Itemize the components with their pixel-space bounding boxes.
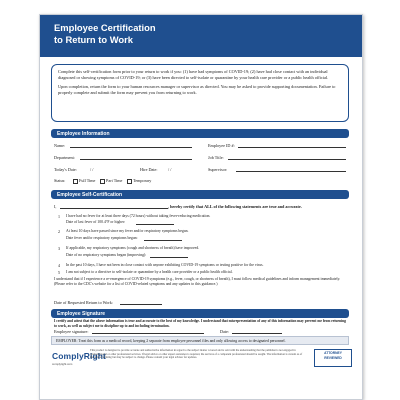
return-date-field[interactable] [120,304,162,305]
statement-2-number: 2 [58,229,60,234]
name-label: Name: [54,143,66,148]
form-title-line-1: Employee Certification [54,22,156,33]
statement-2-date-field[interactable] [144,240,182,241]
section-employee-signature [51,309,349,318]
statement-1-date-field[interactable] [136,224,174,225]
certify-lead-i: I, [54,204,57,209]
employee-id-label: Employee ID #: [208,143,235,148]
status-label: Status: [54,178,66,183]
return-date-label: Date of Requested Return to Work: [54,300,114,305]
full-time-checkbox[interactable] [73,179,78,184]
certification-form-sheet [39,14,363,400]
temporary-checkbox[interactable] [127,179,132,184]
employer-note: EMPLOYER: Treat this form as a medical record, keeping 2 separate from employee personnel files and only allowing access to designated personnel. [51,336,349,345]
department-label: Department: [54,155,75,160]
attestation-statement: I certify and attest that the above information is true and accurate to the best of my knowledge. I understand that misrepresentation of any of this information may prevent me from returning to work, as well as subject me to discipline up to and including termination. [54,319,346,328]
intro-instructions [51,64,349,122]
statement-5-number: 5 [58,270,60,275]
certify-lead-text: , hereby certify that ALL of the following statements are true and accurate. [168,204,302,209]
signature-label: Employee signature: [54,329,89,334]
hire-date-label: Hire Date: [140,167,158,172]
statement-3-number: 3 [58,246,60,251]
signature-date-field[interactable] [232,333,282,334]
hire-date-field[interactable]: / / [168,167,172,172]
statement-1-date-label: Date of last fever of 100.4°F or higher: [66,220,126,224]
statement-1-number: 1 [58,214,60,219]
statement-3-text: If applicable, my respiratory symptoms (cough and shortness of breath) have improved. [66,246,200,250]
form-title-line-2: to Return to Work [54,34,133,45]
statement-3-date-field[interactable] [150,257,188,258]
status-part-time[interactable] [100,178,122,184]
certify-name-field[interactable] [60,208,168,209]
supervisor-field[interactable] [236,171,346,172]
title-banner [40,15,362,57]
temporary-label: Temporary [133,178,152,183]
todays-date-field[interactable]: / / [90,167,94,172]
statement-1-text: I have had no fever for at least three days (72 hours) without taking fever-reducing medication. [66,214,211,218]
status-full-time[interactable] [73,178,95,184]
statement-4-number: 4 [58,263,60,268]
job-title-label: Job Title: [208,155,224,160]
signature-date-label: Date: [220,329,230,334]
section-self-certification [51,190,349,199]
form-title [54,22,156,46]
section-title: Employee Self-Certification [57,191,123,198]
name-field[interactable] [70,147,192,148]
part-time-checkbox[interactable] [100,179,105,184]
attorney-reviewed-seal: ATTORNEY REVIEWED [314,349,352,367]
part-time-label: Part Time [106,178,123,183]
complyright-logo: ComplyRight [52,351,106,361]
statement-5-text: I am not subject to a directive to self-isolate or quarantine by a health care provider or a public health official. [66,270,233,274]
intro-paragraph-2: Upon completion, return the form to your human resources manager or supervisor as directed. You may be asked to provide supporting documentation. Failure to properly complete and submit the form may prevent you from returning to work. [58,84,336,96]
statement-4-text: In the past 10 days, I have not been in close contact with anyone exhibiting COVID-19 symptoms or testing positive for the virus. [66,263,264,267]
section-employee-information [51,129,349,138]
supervisor-label: Supervisor: [208,167,228,172]
department-field[interactable] [80,159,192,160]
status-temporary[interactable] [127,178,151,184]
employee-id-field[interactable] [238,147,346,148]
statement-2-text: At least 10 days have passed since my fever and/or respiratory symptoms began. [66,229,189,233]
signature-field[interactable] [92,333,204,334]
job-title-field[interactable] [228,159,346,160]
intro-paragraph-1: Complete this self-certification form prior to your return to work if you: (1) have had symptoms of COVID-19; (2) have had close contact with an individual diagnosed or showing symptoms of COVID-19; or (3) have been directed to self-isolate or quarantine by your health care provider or a public health official. [58,69,329,81]
statement-3-date-label: Date of no respiratory symptoms began (improving): [66,253,147,257]
todays-date-label: Today's Date: [54,167,77,172]
full-time-label: Full Time [79,178,96,183]
footer-disclaimer: This product is designed to provide accurate and authoritative information in regard to the subject matter covered and is sold with the understanding that the publisher is not engaged in rendering legal or other professional services. If legal advice or other expert assistance is required, the services of a competent professional should be sought. The information is current as of the time of printing but may be subject to change. Please consult your legal advisor for updates. [90,349,303,360]
logo-subtext: complyright.com [52,362,73,366]
section-title: Employee Signature [57,310,106,317]
understand-statement: I understand that if I experience a re-emergence of COVID-19 symptoms (e.g., fever, cough, or shortness of breath), I must follow medical guidelines and inform management immediately. (Please refer to the CDC's website for a list of COVID-related symptoms and any updates to this guidance.) [54,277,341,287]
section-title: Employee Information [57,130,110,137]
statement-2-date-label: Date fever and/or respiratory symptoms began: [66,236,138,240]
